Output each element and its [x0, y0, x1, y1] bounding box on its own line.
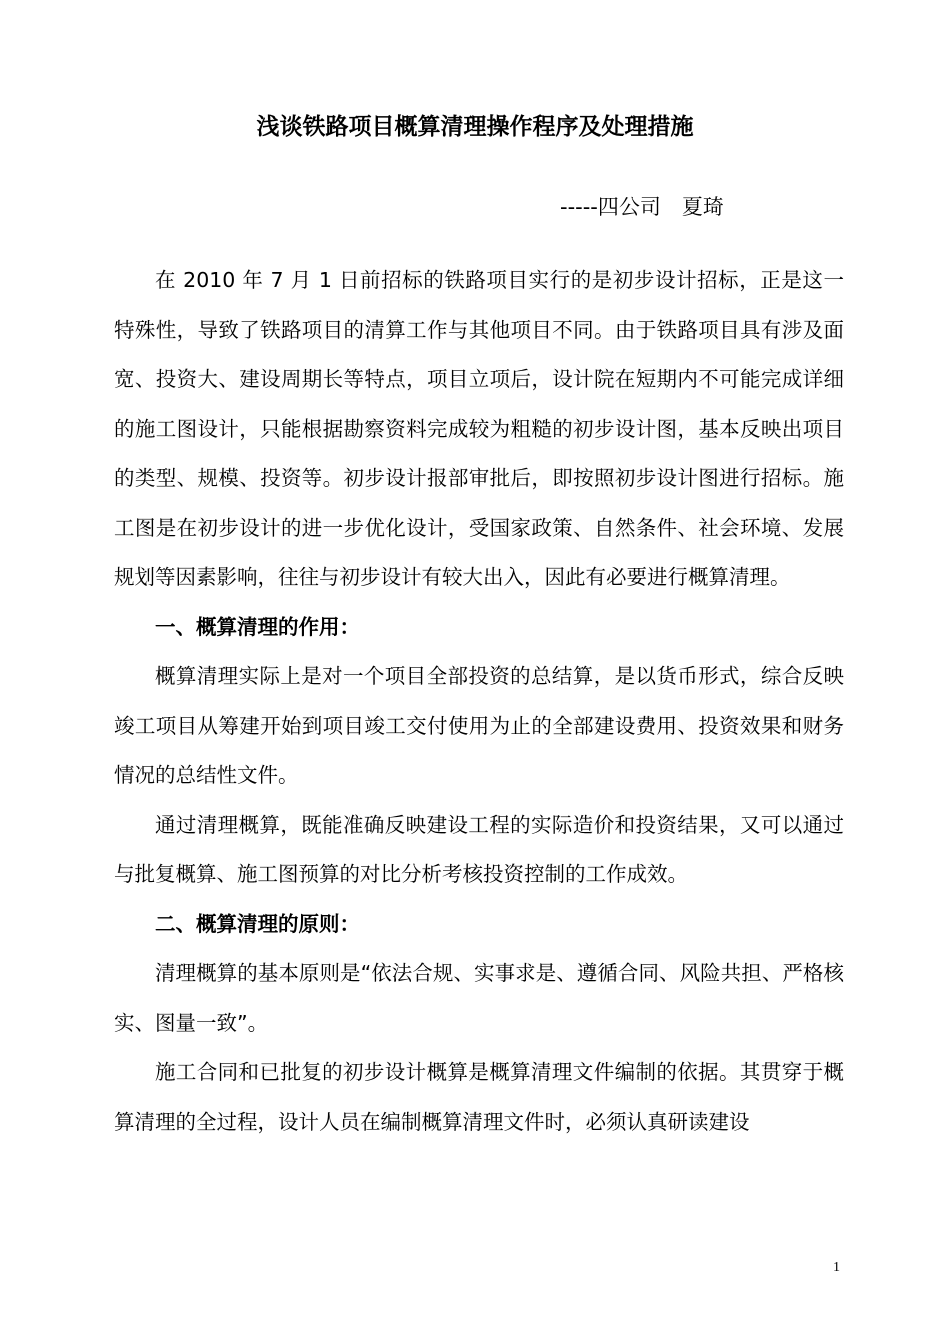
paragraph-principle-2: 施工合同和已批复的初步设计概算是概算清理文件编制的依据。其贯穿于概算清理的全过程，设计人员在编制概算清理文件时，必须认真研读建设	[114, 1060, 844, 1134]
document-body	[114, 256, 844, 1147]
paragraph-principle-1: 清理概算的基本原则是“依法合规、实事求是、遵循合同、风险共担、严格核实、图量一致”。	[114, 961, 844, 1035]
document-title: 浅谈铁路项目概算清理操作程序及处理措施	[256, 114, 694, 140]
paragraph-role-1: 概算清理实际上是对一个项目全部投资的总结算，是以货币形式，综合反映竣工项目从筹建开始到项目竣工交付使用为止的全部建设费用、投资效果和财务情况的总结性文件。	[114, 664, 844, 787]
section-heading-principle: 二、概算清理的原则：	[155, 911, 360, 936]
paragraph-intro: 在 2010 年 7 月 1 日前招标的铁路项目实行的是初步设计招标，正是这一特殊性，导致了铁路项目的清算工作与其他项目不同。由于铁路项目具有涉及面宽、投资大、建设周期长等特点，项目立项后，设计院在短期内不可能完成详细的施工图设计，只能根据勘察资料完成较为粗糙的初步设计图，基本反映出项目的类型、规模、投资等。初步设计报部审批后，即按照初步设计图进行招标。施工图是在初步设计的进一步优化设计，受国家政策、自然条件、社会环境、发展规划等因素影响，往往与初步设计有较大出入，因此有必要进行概算清理。	[114, 268, 844, 589]
page-number: 1	[833, 1260, 840, 1275]
author-line: -----四公司 夏琦	[560, 195, 724, 219]
section-heading-role: 一、概算清理的作用：	[155, 614, 360, 639]
paragraph-role-2: 通过清理概算，既能准确反映建设工程的实际造价和投资结果，又可以通过与批复概算、施工图预算的对比分析考核投资控制的工作成效。	[114, 812, 844, 886]
